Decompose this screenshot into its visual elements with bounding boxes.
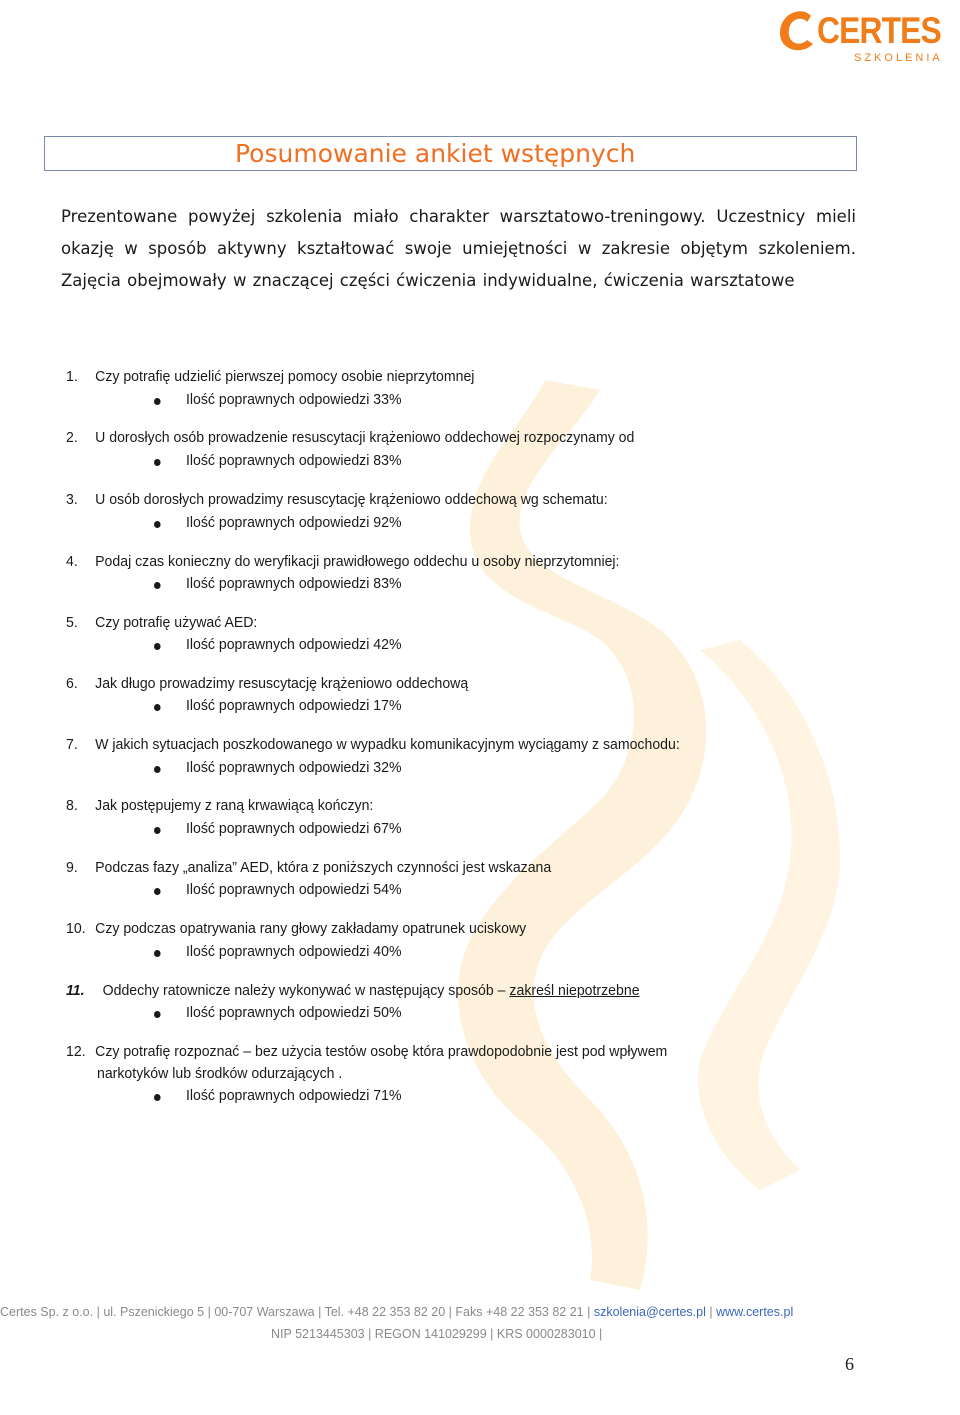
question-number: 10. bbox=[66, 920, 86, 937]
footer-company: Certes Sp. z o.o. bbox=[0, 1305, 94, 1319]
question-number: 11. bbox=[66, 982, 85, 999]
question-text: Czy potrafię używać AED: bbox=[95, 614, 258, 631]
question-text: Podaj czas konieczny do weryfikacji prawidłowego oddechu u osoby nieprzytomniej: bbox=[95, 553, 620, 570]
question-number: 8. bbox=[66, 797, 78, 814]
question-item bbox=[66, 1043, 667, 1060]
footer-separator: | bbox=[448, 1305, 452, 1319]
bullet-dot-icon bbox=[154, 643, 161, 650]
question-item bbox=[66, 797, 373, 814]
question-item bbox=[66, 491, 608, 508]
question-item bbox=[66, 920, 526, 937]
question-item bbox=[66, 614, 257, 631]
footer-postal: 00-707 Warszawa bbox=[214, 1305, 315, 1319]
footer-contact-line bbox=[0, 1305, 960, 1319]
question-text: Czy potrafię rozpoznać – bez użycia testów osobę która prawdopodobnie jest pod wpływem bbox=[95, 1043, 668, 1060]
answer-text: Ilość poprawnych odpowiedzi 42% bbox=[185, 636, 402, 653]
footer-separator: | bbox=[587, 1305, 591, 1319]
footer-email-link[interactable]: szkolenia@certes.pl bbox=[593, 1305, 706, 1319]
logo-subtitle: SZKOLENIA bbox=[854, 52, 943, 64]
question-item bbox=[66, 429, 634, 446]
question-text: Czy podczas opatrywania rany głowy zakładamy opatrunek uciskowy bbox=[95, 920, 527, 937]
answer-text: Ilość poprawnych odpowiedzi 71% bbox=[185, 1087, 402, 1104]
footer-website-link[interactable]: www.certes.pl bbox=[716, 1305, 794, 1319]
footer-registry-line: NIP 5213445303 | REGON 141029299 | KRS 0000283010 | bbox=[271, 1327, 603, 1341]
footer-address: ul. Pszenickiego 5 bbox=[103, 1305, 205, 1319]
footer-separator: | bbox=[709, 1305, 713, 1319]
page-number: 6 bbox=[845, 1354, 854, 1374]
certes-c-icon bbox=[777, 8, 817, 54]
question-number: 5. bbox=[66, 614, 78, 631]
question-item bbox=[66, 736, 680, 753]
question-text: W jakich sytuacjach poszkodowanego w wypadku komunikacyjnym wyciągamy z samochodu: bbox=[95, 736, 680, 753]
question-text: Czy potrafię udzielić pierwszej pomocy osobie nieprzytomnej bbox=[95, 368, 475, 385]
question-dash: – bbox=[497, 982, 506, 999]
answer-text: Ilość poprawnych odpowiedzi 40% bbox=[185, 943, 402, 960]
question-number: 9. bbox=[66, 859, 78, 876]
title-box bbox=[44, 136, 857, 171]
answer-text: Ilość poprawnych odpowiedzi 32% bbox=[185, 759, 402, 776]
certes-logo bbox=[777, 8, 943, 66]
question-number: 7. bbox=[66, 736, 78, 753]
bullet-dot-icon bbox=[154, 888, 161, 895]
footer-separator: | bbox=[207, 1305, 211, 1319]
question-number: 4. bbox=[66, 553, 78, 570]
question-text-line2: narkotyków lub środków odurzających . bbox=[97, 1065, 343, 1082]
footer-fax: Faks +48 22 353 82 21 bbox=[455, 1305, 584, 1319]
question-item bbox=[66, 675, 468, 692]
bullet-dot-icon bbox=[154, 827, 161, 834]
bullet-dot-icon bbox=[154, 766, 161, 773]
answer-text: Ilość poprawnych odpowiedzi 50% bbox=[185, 1004, 402, 1021]
bullet-dot-icon bbox=[154, 704, 161, 711]
question-item bbox=[66, 368, 474, 385]
answer-text: Ilość poprawnych odpowiedzi 83% bbox=[185, 575, 402, 592]
bullet-dot-icon bbox=[154, 521, 161, 528]
question-underlined-note: zakreśl niepotrzebne bbox=[509, 982, 640, 999]
answer-text: Ilość poprawnych odpowiedzi 33% bbox=[185, 391, 402, 408]
bullet-dot-icon bbox=[154, 459, 161, 466]
footer-separator: | bbox=[96, 1305, 100, 1319]
intro-paragraph: Prezentowane powyżej szkolenia miało charakter warsztatowo-treningowy. Uczestnicy mieli okazję w sposób aktywny kształtować swoje umiejętności w zakresie objętym szkoleniem. Zajęcia obejmowały w znaczącej części ćwiczenia indywidualne, ćwiczenia warsztatowe bbox=[61, 207, 856, 290]
bullet-dot-icon bbox=[154, 950, 161, 957]
question-text: Podczas fazy „analiza” AED, która z poniższych czynności jest wskazana bbox=[95, 859, 552, 876]
question-number: 12. bbox=[66, 1043, 86, 1060]
answer-text: Ilość poprawnych odpowiedzi 67% bbox=[185, 820, 402, 837]
footer-separator: | bbox=[318, 1305, 322, 1319]
question-item bbox=[66, 553, 619, 570]
page-title: Posumowanie ankiet wstępnych bbox=[235, 139, 636, 168]
question-number: 1. bbox=[66, 368, 78, 385]
question-number: 3. bbox=[66, 491, 78, 508]
question-text: Oddechy ratownicze należy wykonywać w następujący sposób bbox=[102, 982, 494, 999]
answer-text: Ilość poprawnych odpowiedzi 17% bbox=[185, 697, 402, 714]
question-text: U dorosłych osób prowadzenie resuscytacji krążeniowo oddechowej rozpoczynamy od bbox=[95, 429, 635, 446]
answer-text: Ilość poprawnych odpowiedzi 54% bbox=[185, 881, 402, 898]
footer-tel: Tel. +48 22 353 82 20 bbox=[324, 1305, 446, 1319]
answer-text: Ilość poprawnych odpowiedzi 83% bbox=[185, 452, 402, 469]
question-item bbox=[66, 859, 551, 876]
bullet-dot-icon bbox=[154, 1094, 161, 1101]
logo-brand: CERTES bbox=[817, 10, 941, 51]
answer-text: Ilość poprawnych odpowiedzi 92% bbox=[185, 514, 402, 531]
bullet-dot-icon bbox=[154, 1011, 161, 1018]
question-item bbox=[66, 982, 640, 999]
bullet-dot-icon bbox=[154, 582, 161, 589]
question-text: Jak długo prowadzimy resuscytację krążeniowo oddechową bbox=[95, 675, 469, 692]
question-text: Jak postępujemy z raną krwawiącą kończyn: bbox=[95, 797, 374, 814]
question-text: U osób dorosłych prowadzimy resuscytację krążeniowo oddechową wg schematu: bbox=[95, 491, 608, 508]
question-number: 6. bbox=[66, 675, 78, 692]
question-number: 2. bbox=[66, 429, 78, 446]
bullet-dot-icon bbox=[154, 398, 161, 405]
